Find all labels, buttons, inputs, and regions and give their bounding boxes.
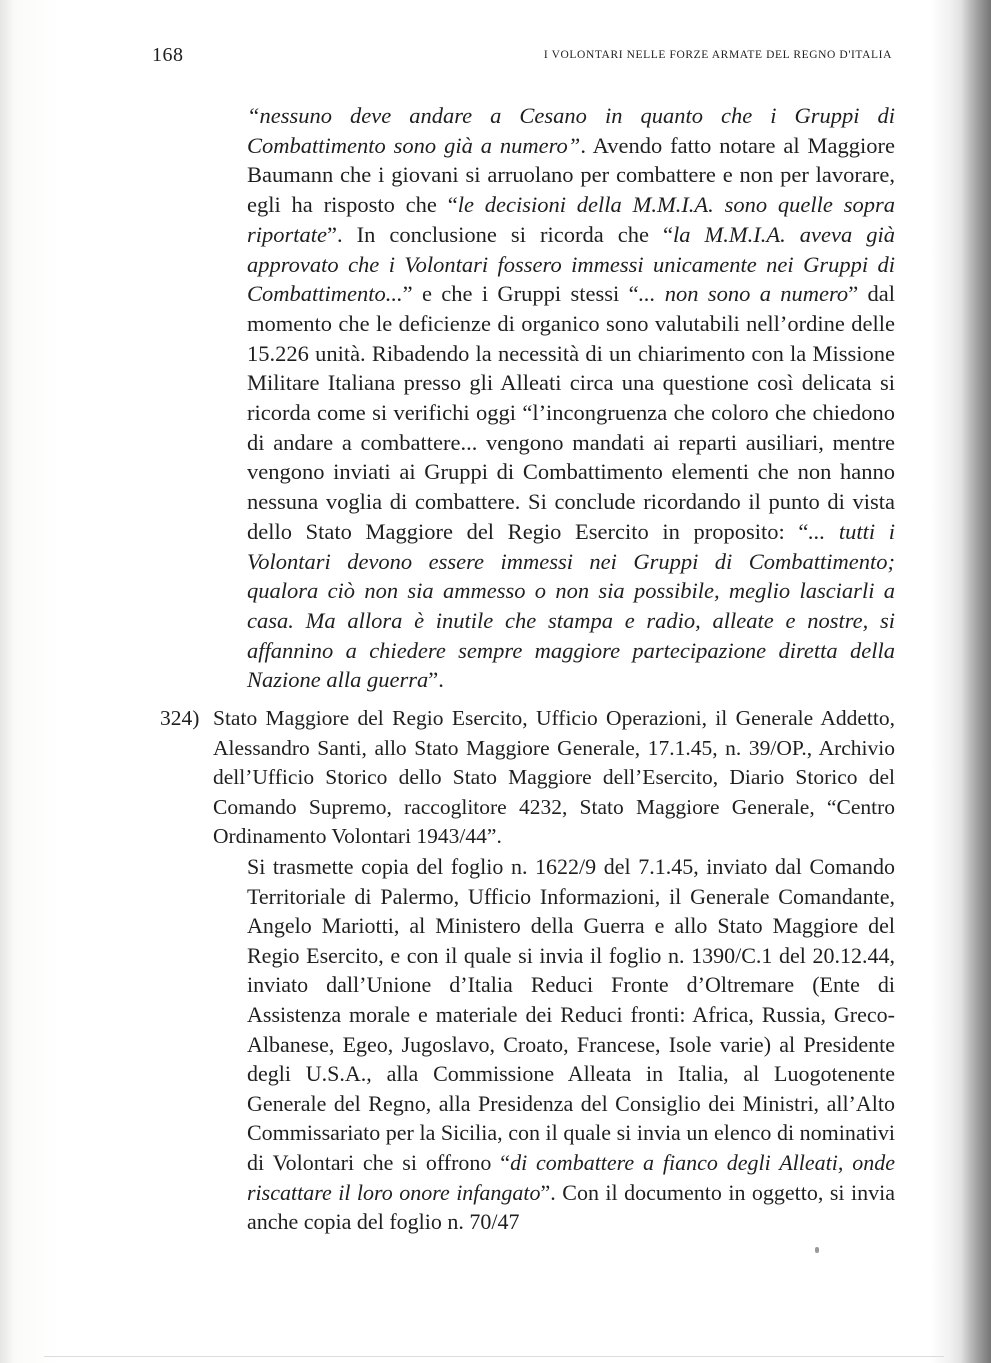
quote-paragraph	[247, 101, 895, 695]
quote-text-3: ” e che i Gruppi stessi “	[402, 281, 639, 307]
running-head: I VOLONTARI NELLE FORZE ARMATE DEL REGNO D'ITALIA	[543, 49, 892, 61]
footnote-324	[160, 704, 895, 852]
quote-text-4: ” dal momento che le deficienze di organico sono valutabili nell’ordine delle 15.226 unità. Ribadendo la necessità di un chiarimento con la Missione Militare Italiana presso gli Alleati circa una questione così delicata si ricorda come si verifichi oggi “l’incongruenza che coloro che chiedono di andare a combattere... vengono mandati ai reparti ausiliari, mentre vengono inviati ai Gruppi di Combattimento elementi che non hanno nessuna voglia di combattere. Si conclude ricordando il punto di vista dello Stato Maggiore del Regio Esercito in proposito: “	[247, 281, 895, 544]
continuation-text-2: ”. Con il documento in oggetto, si invia anche copia del foglio n. 70/47	[247, 1179, 895, 1235]
quote-text-5: ”.	[428, 667, 444, 693]
quote-text-2: ”. In conclusione si ricorda che “	[327, 221, 673, 247]
ink-speck	[815, 1247, 819, 1253]
continuation-text-1: Si trasmette copia del foglio n. 1622/9 del 7.1.45, inviato dal Comando Territoriale di Palermo, Ufficio Informazioni, il Generale Comandante, Angelo Mariotti, al Ministero della Guerra e allo Stato Maggiore del Regio Esercito, e con il quale si invia il foglio n. 1390/C.1 del 20.12.44, inviato dall’Unione d’Italia Reduci Fronte d’Oltremare (Ente di Assistenza morale e materiale dei Reduci fronti: Africa, Russia, Greco-Albanese, Egeo, Jugoslavo, Croato, Francese, Isole varie) al Presidente degli U.S.A., alla Commissione Alleata in Italia, al Luogotenente Generale del Regno, alla Presidenza del Consiglio dei Ministri, all’Alto Commissariato per la Sicilia, con il quale si invia un elenco di nominativi di Volontari che si offrono “	[247, 854, 895, 1175]
quote-italic-5: ... tutti i Volontari devono essere immessi nei Gruppi di Combattimento; qualora ciò non sia ammesso o non sia possibile, meglio lasciarli a casa. Ma allora è inutile che stampa e radio, alleate e nostre, si affannino a chiedere sempre maggiore partecipazione diretta della Nazione alla guerra	[247, 518, 895, 693]
quote-italic-4: ... non sono a numero	[638, 281, 849, 307]
quote-text-1: . Avendo fatto notare al Maggiore Baumann che i giovani si arruolano per combattere e non per lavorare, egli ha risposto che “	[247, 132, 895, 218]
page-edge-right	[961, 0, 991, 1363]
footnote-continuation	[247, 852, 895, 1237]
quote-italic-2: le decisioni della M.M.I.A. sono quelle sopra riportate	[247, 192, 895, 247]
quote-italic-1: “nessuno deve andare a Cesano in quanto che i Gruppi di Combattimento sono già a numero”	[247, 103, 895, 158]
footnote-number: 324)	[160, 706, 200, 730]
footnote-text: Stato Maggiore del Regio Esercito, Ufficio Operazioni, il Generale Addetto, Alessandro Santi, allo Stato Maggiore Generale, 17.1.45, n. 39/OP., Archivio dell’Ufficio Storico dello Stato Maggiore dell’Esercito, Diario Storico del Comando Supremo, raccoglitore 4232, Stato Maggiore Generale, “Centro Ordinamento Volontari 1943/44”.	[213, 706, 895, 848]
continuation-text	[247, 852, 895, 1237]
page-edge-left	[0, 0, 14, 1363]
page-number: 168	[152, 44, 184, 66]
scan-edge-line	[44, 1356, 944, 1357]
footnote-body	[213, 704, 895, 852]
quote-italic-3: la M.M.I.A. aveva già approvato che i Volontari fossero immessi unicamente nei Gruppi di Combattimento...	[247, 221, 896, 307]
continuation-italic-1: di combattere a fianco degli Alleati, onde riscattare il loro onore infangato	[247, 1149, 895, 1205]
page-header	[152, 40, 892, 70]
quote-paragraph-text	[247, 101, 895, 695]
